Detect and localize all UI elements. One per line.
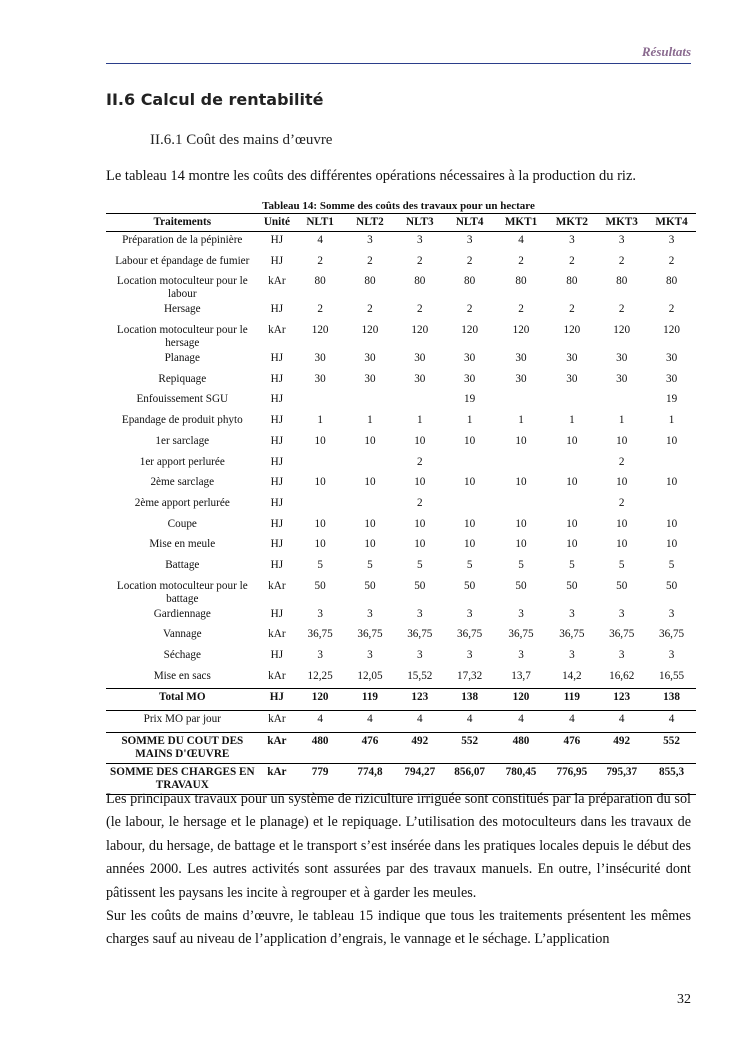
value-cell: 2 (417, 496, 423, 509)
value-cell: 1 (367, 414, 373, 427)
value-cell: 5 (466, 558, 473, 571)
unit-cell: kAr (268, 669, 286, 682)
value-cell: 552 (647, 732, 696, 763)
value-cell (547, 495, 596, 516)
value-cell: 30 (566, 352, 578, 365)
treatment-cell: Hersage (163, 303, 201, 316)
value-cell: 36,75 (457, 628, 483, 641)
value-cell: 10 (414, 538, 426, 551)
value-cell: 5 (417, 558, 423, 571)
body-text (106, 788, 691, 952)
value-cell: 80 (314, 275, 326, 288)
value-cell: 17,32 (457, 669, 483, 682)
table-row (106, 668, 696, 689)
value-cell: 3 (618, 607, 625, 620)
value-cell: 774,8 (345, 763, 395, 794)
value-cell: 3 (618, 234, 625, 246)
treatment-cell: SOMME DU COUT DES MAINS D'ŒUVRE (106, 732, 259, 763)
value-cell: 16,62 (609, 669, 635, 682)
value-cell: 80 (566, 275, 578, 288)
value-cell: 2 (367, 254, 373, 267)
value-cell: 5 (618, 558, 625, 571)
unit-cell: HJ (270, 393, 284, 406)
value-cell: 80 (616, 275, 628, 288)
value-cell: 10 (414, 434, 426, 447)
value-cell: 2 (466, 254, 473, 267)
treatment-cell: 2ème apport perlurée (134, 496, 230, 509)
value-cell: 10 (414, 476, 426, 489)
value-cell: 476 (345, 732, 395, 763)
value-cell (647, 454, 696, 475)
value-cell: 2 (317, 254, 323, 267)
value-cell (495, 495, 548, 516)
value-cell (345, 454, 395, 475)
value-cell: 10 (464, 434, 476, 447)
value-cell: 80 (665, 275, 678, 288)
value-cell: 3 (466, 607, 473, 620)
value-cell: 480 (295, 732, 345, 763)
col-header: MKT1 (495, 214, 548, 232)
treatment-cell: Coupe (167, 517, 197, 530)
col-header: NLT3 (395, 214, 445, 232)
unit-cell: HJ (270, 254, 284, 267)
value-cell: 2 (569, 303, 575, 316)
table-row (106, 711, 696, 733)
unit-cell: HJ (270, 352, 284, 365)
value-cell: 3 (367, 649, 373, 661)
value-cell: 30 (414, 372, 426, 385)
unit-cell: HJ (270, 496, 284, 509)
table-row (106, 433, 696, 454)
value-cell: 120 (311, 324, 329, 337)
value-cell: 50 (464, 579, 476, 592)
col-header: NLT1 (295, 214, 345, 232)
table-row (106, 322, 696, 350)
value-cell: 10 (364, 517, 376, 530)
value-cell: 1 (618, 414, 625, 427)
body-paragraph: Les principaux travaux pour un système de riziculture irriguée sont constitués par la préparation du sol (le labour, le hersage et le planage) et le repiquage. L’utilisation des motoculteurs dans les travaux de labour, du hersage, de battage et le transport s’est insérée dans les pratiques locales depuis le début des années 2000. Les autres activités sont assurées par des travaux manuels. En outre, l’insécurité dont pâtissent les paysans les incite à regrouper et à garder les meules. (106, 791, 691, 901)
value-cell: 795,37 (596, 763, 647, 794)
value-cell (345, 391, 395, 412)
table-row (106, 391, 696, 412)
value-cell: 119 (547, 689, 596, 711)
unit-cell: kAr (259, 732, 296, 763)
value-cell: 4 (668, 713, 675, 726)
value-cell: 123 (596, 689, 647, 711)
value-cell: 10 (515, 476, 527, 489)
value-cell: 10 (364, 476, 376, 489)
value-cell: 3 (417, 234, 423, 246)
unit-cell: HJ (270, 303, 284, 316)
value-cell: 2 (618, 303, 625, 316)
value-cell: 15,52 (407, 669, 433, 682)
value-cell: 3 (367, 607, 373, 620)
unit-cell: HJ (270, 414, 284, 427)
value-cell: 10 (665, 517, 678, 530)
value-cell (395, 391, 445, 412)
value-cell: 4 (317, 713, 323, 726)
treatment-cell: Location motoculteur pour le battage (116, 579, 248, 605)
value-cell: 3 (569, 234, 575, 246)
cost-table (106, 213, 696, 795)
value-cell: 36,75 (559, 628, 585, 641)
unit-cell: HJ (270, 434, 284, 447)
value-cell: 2 (569, 254, 575, 267)
value-cell: 3 (668, 607, 675, 620)
value-cell (596, 391, 647, 412)
value-cell: 5 (518, 558, 524, 571)
treatment-cell: Labour et épandage de fumier (115, 254, 250, 267)
value-cell: 36,75 (357, 628, 383, 641)
value-cell: 4 (518, 713, 524, 726)
treatment-cell: 2ème sarclage (150, 476, 215, 489)
value-cell: 14,2 (562, 669, 582, 682)
value-cell: 120 (512, 324, 530, 337)
value-cell: 3 (618, 649, 625, 661)
col-header: Traitements (106, 214, 259, 232)
value-cell: 30 (464, 352, 476, 365)
table-row (106, 232, 696, 253)
value-cell: 3 (417, 607, 423, 620)
value-cell: 1 (466, 414, 473, 427)
value-cell: 4 (367, 713, 373, 726)
value-cell (295, 495, 345, 516)
value-cell: 30 (314, 352, 326, 365)
value-cell: 2 (518, 254, 524, 267)
value-cell: 10 (566, 476, 578, 489)
unit-cell: kAr (268, 628, 286, 641)
table-row (106, 273, 696, 301)
treatment-cell: 1er apport perlurée (139, 455, 225, 468)
treatment-cell: 1er sarclage (155, 434, 210, 447)
table-row (106, 606, 696, 627)
value-cell: 4 (466, 713, 473, 726)
value-cell: 10 (515, 434, 527, 447)
col-header: NLT2 (345, 214, 395, 232)
value-cell: 36,75 (307, 628, 333, 641)
value-cell (345, 495, 395, 516)
value-cell: 10 (665, 434, 678, 447)
value-cell: 3 (317, 607, 323, 620)
value-cell: 12,25 (307, 669, 333, 682)
treatment-cell: Gardiennage (153, 607, 211, 620)
treatment-cell: Mise en meule (149, 538, 216, 551)
value-cell: 2 (618, 496, 625, 509)
table-row (106, 371, 696, 392)
value-cell: 2 (367, 303, 373, 316)
value-cell: 10 (414, 517, 426, 530)
value-cell: 120 (411, 324, 429, 337)
table-row (106, 474, 696, 495)
value-cell: 10 (464, 538, 476, 551)
unit-cell: kAr (268, 579, 286, 592)
value-cell: 120 (495, 689, 548, 711)
treatment-cell: Séchage (163, 649, 201, 661)
table-caption: Tableau 14: Somme des coûts des travaux pour un hectare (262, 200, 535, 212)
unit-cell: HJ (270, 517, 284, 530)
table-row (106, 536, 696, 557)
value-cell: 120 (563, 324, 581, 337)
unit-cell: HJ (270, 538, 284, 551)
value-cell: 10 (616, 476, 628, 489)
table-row (106, 495, 696, 516)
value-cell: 2 (417, 303, 423, 316)
header-rule (106, 63, 691, 64)
value-cell: 780,45 (495, 763, 548, 794)
value-cell: 492 (395, 732, 445, 763)
value-cell: 36,75 (508, 628, 534, 641)
value-cell: 3 (569, 649, 575, 661)
value-cell: 36,75 (407, 628, 433, 641)
value-cell: 120 (663, 324, 680, 337)
value-cell: 3 (417, 649, 423, 661)
unit-cell: HJ (259, 689, 296, 711)
value-cell: 12,05 (357, 669, 383, 682)
unit-cell: kAr (268, 275, 286, 288)
table-header-row (106, 214, 696, 232)
value-cell: 855,3 (647, 763, 696, 794)
value-cell: 138 (647, 689, 696, 711)
value-cell: 50 (515, 579, 527, 592)
value-cell: 3 (317, 649, 323, 661)
value-cell: 4 (569, 713, 575, 726)
value-cell: 50 (566, 579, 578, 592)
value-cell: 779 (295, 763, 345, 794)
value-cell: 30 (464, 372, 476, 385)
value-cell: 2 (668, 254, 675, 267)
value-cell: 50 (665, 579, 678, 592)
value-cell: 10 (364, 434, 376, 447)
value-cell: 2 (417, 455, 423, 468)
value-cell: 30 (616, 352, 628, 365)
value-cell: 10 (464, 517, 476, 530)
table-row (106, 454, 696, 475)
value-cell: 3 (518, 607, 524, 620)
value-cell (547, 391, 596, 412)
value-cell: 5 (668, 558, 675, 571)
value-cell: 120 (361, 324, 379, 337)
value-cell (547, 454, 596, 475)
header-section-title: Résultats (641, 44, 691, 59)
value-cell (495, 454, 548, 475)
value-cell: 80 (464, 275, 476, 288)
col-header: MKT2 (547, 214, 596, 232)
value-cell: 30 (665, 372, 678, 385)
value-cell: 10 (616, 538, 628, 551)
unit-cell: kAr (268, 713, 286, 726)
value-cell: 10 (314, 538, 326, 551)
value-cell: 480 (495, 732, 548, 763)
value-cell: 1 (518, 414, 524, 427)
value-cell: 3 (367, 234, 373, 246)
value-cell: 4 (518, 234, 524, 246)
value-cell: 10 (314, 434, 326, 447)
table-row (106, 412, 696, 433)
value-cell: 2 (417, 254, 423, 267)
value-cell: 30 (665, 352, 678, 365)
treatment-cell: Epandage de produit phyto (121, 414, 243, 427)
value-cell: 552 (445, 732, 495, 763)
value-cell: 10 (616, 517, 628, 530)
value-cell: 30 (314, 372, 326, 385)
value-cell: 10 (314, 476, 326, 489)
value-cell: 30 (566, 372, 578, 385)
value-cell (295, 454, 345, 475)
treatment-cell: Préparation de la pépinière (122, 234, 243, 246)
value-cell: 30 (414, 352, 426, 365)
value-cell: 16,55 (658, 669, 685, 682)
value-cell: 10 (665, 476, 678, 489)
value-cell: 10 (566, 517, 578, 530)
value-cell: 138 (445, 689, 495, 711)
value-cell: 120 (613, 324, 631, 337)
value-cell: 120 (461, 324, 479, 337)
value-cell: 2 (317, 303, 323, 316)
value-cell: 5 (569, 558, 575, 571)
subsection-heading: II.6.1 Coût des mains d’œuvre (150, 132, 333, 148)
table-row (106, 350, 696, 371)
table-row (106, 516, 696, 537)
value-cell: 10 (515, 538, 527, 551)
value-cell: 10 (665, 538, 678, 551)
value-cell: 2 (618, 455, 625, 468)
value-cell: 3 (569, 607, 575, 620)
value-cell: 30 (364, 352, 376, 365)
value-cell: 1 (569, 414, 575, 427)
page-number: 32 (677, 992, 691, 1007)
table-row (106, 626, 696, 647)
treatment-cell: Repiquage (158, 372, 207, 385)
value-cell: 476 (547, 732, 596, 763)
table-row (106, 301, 696, 322)
value-cell: 794,27 (395, 763, 445, 794)
value-cell: 492 (596, 732, 647, 763)
value-cell: 80 (364, 275, 376, 288)
value-cell: 30 (616, 372, 628, 385)
treatment-cell: Mise en sacs (153, 669, 211, 682)
value-cell: 2 (518, 303, 524, 316)
value-cell: 3 (518, 649, 524, 661)
unit-cell: HJ (270, 234, 284, 246)
treatment-cell: Location motoculteur pour le hersage (116, 324, 248, 350)
value-cell: 2 (618, 254, 625, 267)
table-row (106, 578, 696, 606)
value-cell: 19 (464, 393, 476, 406)
treatment-cell: Battage (165, 558, 200, 571)
body-paragraph: Sur les coûts de mains d’œuvre, le tableau 15 indique que tous les traitements présentent les mêmes charges sauf au niveau de l’application d’engrais, le vannage et le séchage. L’application (106, 908, 691, 948)
unit-cell: HJ (270, 455, 284, 468)
value-cell: 3 (668, 649, 675, 661)
col-header: MKT4 (647, 214, 696, 232)
value-cell: 119 (345, 689, 395, 711)
value-cell: 3 (466, 234, 473, 246)
value-cell: 856,07 (445, 763, 495, 794)
treatment-cell: Vannage (163, 628, 202, 641)
intro-paragraph: Le tableau 14 montre les coûts des différentes opérations nécessaires à la production du riz. (106, 168, 637, 184)
value-cell: 4 (618, 713, 625, 726)
value-cell: 3 (466, 649, 473, 661)
value-cell: 36,75 (658, 628, 685, 641)
value-cell: 1 (668, 414, 675, 427)
col-header: MKT3 (596, 214, 647, 232)
value-cell: 30 (515, 372, 527, 385)
treatment-cell: Prix MO par jour (143, 713, 221, 726)
treatment-cell: Planage (164, 352, 200, 365)
table-row (106, 557, 696, 578)
value-cell: 4 (417, 713, 423, 726)
unit-cell: HJ (270, 607, 284, 620)
unit-cell: HJ (270, 372, 284, 385)
table-row (106, 732, 696, 763)
value-cell: 50 (616, 579, 628, 592)
value-cell: 2 (668, 303, 675, 316)
value-cell: 4 (317, 234, 323, 246)
value-cell: 50 (314, 579, 326, 592)
value-cell (445, 454, 495, 475)
value-cell: 10 (515, 517, 527, 530)
treatment-cell: Enfouissement SGU (136, 393, 229, 406)
treatment-cell: SOMME DES CHARGES EN TRAVAUX (106, 763, 259, 794)
value-cell (445, 495, 495, 516)
value-cell: 5 (317, 558, 323, 571)
col-header: Unité (259, 214, 296, 232)
table-row (106, 253, 696, 274)
value-cell: 10 (464, 476, 476, 489)
value-cell: 10 (314, 517, 326, 530)
value-cell: 36,75 (609, 628, 635, 641)
table-row (106, 689, 696, 711)
value-cell: 2 (466, 303, 473, 316)
value-cell: 30 (515, 352, 527, 365)
value-cell: 120 (295, 689, 345, 711)
value-cell: 1 (317, 414, 323, 427)
value-cell (295, 391, 345, 412)
value-cell: 19 (665, 393, 678, 406)
value-cell: 10 (566, 538, 578, 551)
value-cell: 80 (414, 275, 426, 288)
table-row (106, 647, 696, 668)
unit-cell: HJ (270, 649, 284, 661)
value-cell: 50 (414, 579, 426, 592)
value-cell: 80 (515, 275, 527, 288)
section-heading: II.6 Calcul de rentabilité (106, 90, 324, 109)
value-cell: 10 (364, 538, 376, 551)
value-cell: 3 (668, 234, 675, 246)
value-cell: 1 (417, 414, 423, 427)
value-cell: 776,95 (547, 763, 596, 794)
value-cell (647, 495, 696, 516)
unit-cell: HJ (270, 558, 284, 571)
treatment-cell: Total MO (106, 689, 259, 711)
value-cell: 10 (566, 434, 578, 447)
value-cell (495, 391, 548, 412)
unit-cell: kAr (268, 324, 286, 337)
value-cell: 50 (364, 579, 376, 592)
col-header: NLT4 (445, 214, 495, 232)
unit-cell: kAr (259, 763, 296, 794)
value-cell: 13,7 (511, 669, 531, 682)
unit-cell: HJ (270, 476, 284, 489)
value-cell: 123 (395, 689, 445, 711)
value-cell: 10 (616, 434, 628, 447)
value-cell: 30 (364, 372, 376, 385)
treatment-cell: Location motoculteur pour le labour (116, 275, 248, 301)
value-cell: 5 (367, 558, 373, 571)
